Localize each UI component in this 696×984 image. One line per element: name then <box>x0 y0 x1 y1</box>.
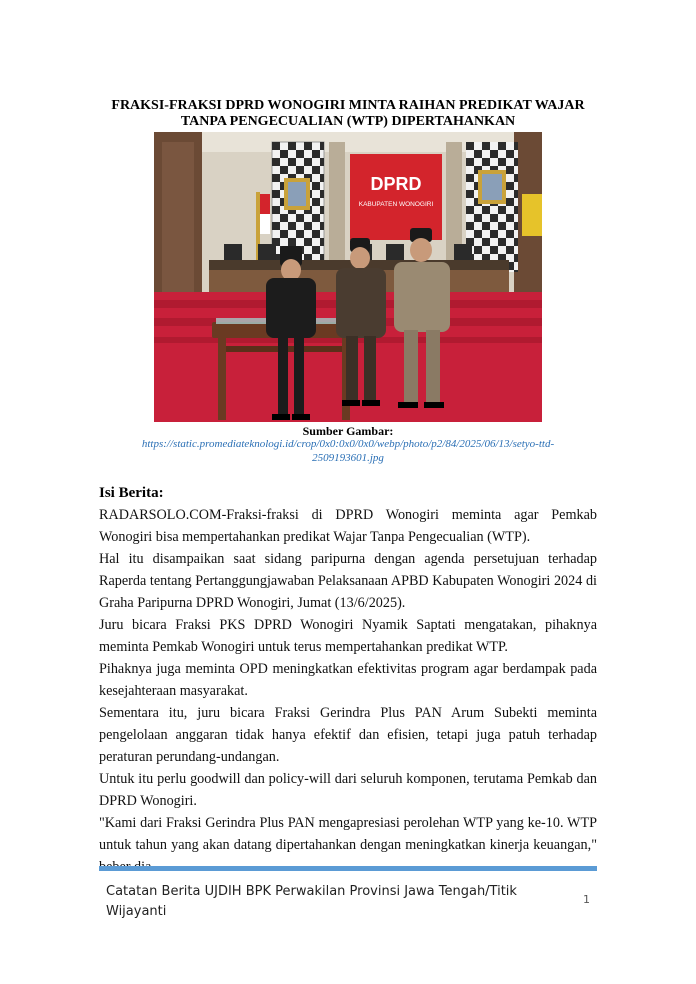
footer-divider <box>99 866 597 871</box>
caption-source-link[interactable]: https://static.promediateknologi.id/crop/0x0:0x0/0x0/webp/photo/p2/84/2025/06/13/setyo-ttd-2509193601.jpg <box>141 438 555 464</box>
page-number: 1 <box>583 893 590 906</box>
paragraph: Hal itu disampaikan saat sidang paripurna dengan agenda persetujuan terhadap Raperda tentang Pertanggungjawaban Pelaksanaan APBD Kabupaten Wonogiri 2024 di Graha Paripurna DPRD Wonogiri, Jumat (13/6/2025). <box>99 551 597 611</box>
paragraph: Pihaknya juga meminta OPD meningkatkan efektivitas program agar berdampak pada kesejahteraan masyarakat. <box>99 661 597 699</box>
article-body <box>99 504 597 878</box>
paragraph: RADARSOLO.COM-Fraksi-fraksi di DPRD Wonogiri meminta agar Pemkab Wonogiri bisa mempertahankan predikat Wajar Tanpa Pengecualian (WTP). <box>99 507 597 545</box>
paragraph: Sementara itu, juru bicara Fraksi Gerindra Plus PAN Arum Subekti meminta pengelolaan anggaran tidak hanya efektif dan efisien, tetapi juga patuh terhadap peraturan perundang-undangan. <box>99 705 597 765</box>
paragraph: Untuk itu perlu goodwill dan policy-will dari seluruh komponen, terutama Pemkab dan DPRD Wonogiri. <box>99 771 597 809</box>
footer-text: Catatan Berita UJDIH BPK Perwakilan Provinsi Jawa Tengah/Titik Wijayanti <box>106 884 517 919</box>
news-photo <box>154 132 542 422</box>
dprd-banner <box>350 154 442 240</box>
news-photo-illustration <box>154 132 542 422</box>
section-heading: Isi Berita: <box>99 485 164 501</box>
paragraph: Juru bicara Fraksi PKS DPRD Wonogiri Nyamik Saptati mengatakan, pihaknya meminta Pemkab Wonogiri untuk terus mempertahankan predikat WTP. <box>99 617 597 655</box>
paragraph: "Kami dari Fraksi Gerindra Plus PAN mengapresiasi perolehan WTP yang ke-10. WTP untuk tahun yang akan datang dipertahankan dengan meningkatkan kinerja keuangan," <box>99 815 597 853</box>
banner-main-text: DPRD <box>370 174 422 194</box>
banner-sub-text: KABUPATEN WONOGIRI <box>358 201 434 208</box>
article-title: FRAKSI-FRAKSI DPRD WONOGIRI MINTA RAIHAN PREDIKAT WAJAR TANPA PENGECUALIAN (WTP) DIPERTAHANKAN <box>111 98 585 129</box>
caption-label: Sumber Gambar: <box>302 424 394 438</box>
